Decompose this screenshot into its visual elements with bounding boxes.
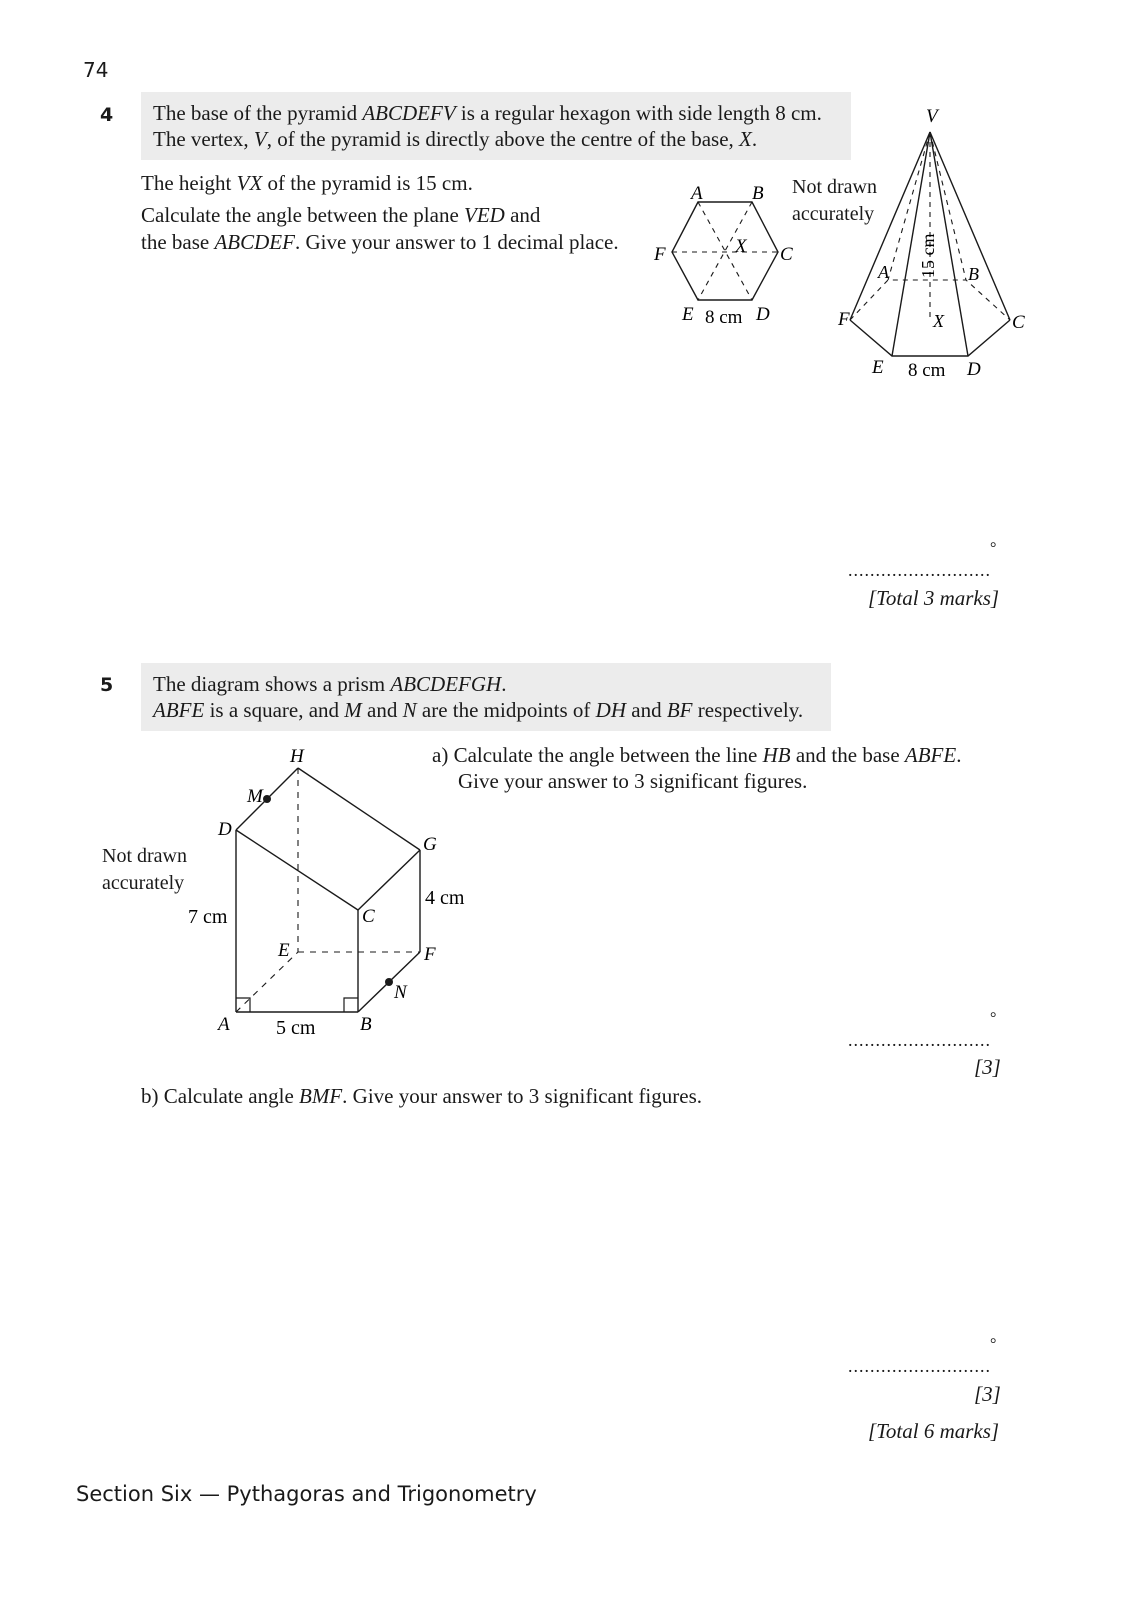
question-4-intro-line-2: The vertex, V, of the pyramid is directly above the centre of the base, X.	[153, 127, 758, 151]
pyramid-label-v: V	[926, 106, 938, 127]
hex-label-d: D	[756, 304, 770, 325]
question-5b-answer-unit: °	[990, 1336, 997, 1353]
prism-label-g: G	[423, 834, 437, 855]
italic-term: ABCDEF	[214, 230, 295, 254]
prism-label-m: M	[247, 786, 263, 807]
question-4-number: 4	[100, 104, 114, 126]
italic-term: DH	[595, 698, 627, 722]
question-5-number: 5	[100, 674, 114, 696]
italic-term: VX	[236, 171, 263, 195]
question-5a-answer-unit: °	[990, 1010, 997, 1027]
page-number: 74	[83, 58, 109, 82]
question-5a-line-2: Give your answer to 3 significant figures.	[458, 769, 808, 793]
question-5b-marks: [3]	[974, 1382, 1001, 1406]
question-4-answer-unit: °	[990, 540, 997, 557]
prism-label-h: H	[290, 746, 304, 767]
pyramid-label-f: F	[838, 309, 850, 330]
italic-term: ABFE	[904, 743, 957, 767]
midpoint-n-dot	[385, 978, 393, 986]
italic-term: BF	[666, 698, 693, 722]
pyramid-diagram	[830, 100, 1040, 390]
italic-term: BMF	[299, 1084, 343, 1108]
hexagon-outline	[672, 202, 778, 300]
pyramid-label-x: X	[933, 311, 944, 331]
question-4-height-text: The height VX of the pyramid is 15 cm.	[141, 171, 473, 195]
not-drawn-line-1: Not drawn	[102, 845, 187, 867]
italic-term: ABCDEFGH	[390, 672, 502, 696]
midpoint-m-dot	[263, 795, 271, 803]
hexagon-base-diagram	[640, 180, 800, 330]
hex-label-b: B	[752, 183, 764, 204]
question-5-not-drawn-note	[102, 843, 187, 897]
hex-label-e: E	[682, 304, 694, 325]
prism-label-f: F	[424, 944, 436, 965]
question-5b-text: b) Calculate angle BMF. Give your answer to 3 significant figures.	[141, 1084, 703, 1108]
prism-height-label: 7 cm	[188, 906, 228, 928]
section-footer: Section Six — Pythagoras and Trigonometry	[76, 1482, 537, 1506]
italic-term: ABCDEFV	[362, 101, 456, 125]
prism-base-label: 5 cm	[276, 1017, 316, 1039]
prism-gf-label: 4 cm	[425, 887, 465, 909]
italic-term: VED	[464, 203, 505, 227]
question-5a-answer-line[interactable]: ..........................	[848, 1030, 991, 1050]
question-5b-answer-line[interactable]: ..........................	[848, 1356, 991, 1376]
pyramid-label-b: B	[968, 264, 979, 284]
question-5a-marks: [3]	[974, 1055, 1001, 1079]
pyramid-front-base	[850, 320, 1010, 356]
hex-label-c: C	[780, 244, 793, 265]
pyramid-label-a: A	[878, 262, 889, 282]
prism-label-b: B	[360, 1014, 372, 1035]
question-4-question-line-2: the base ABCDEF. Give your answer to 1 decimal place.	[141, 230, 619, 254]
hex-label-f: F	[654, 244, 666, 265]
not-drawn-line-2: accurately	[102, 872, 185, 894]
question-5-intro-box	[141, 663, 831, 731]
italic-term: ABFE	[153, 698, 205, 722]
italic-term: V	[253, 127, 267, 151]
pyramid-side-label: 8 cm	[908, 360, 946, 381]
prism-label-e: E	[278, 940, 290, 961]
question-5-intro-line-2: ABFE is a square, and M and N are the midpoints of DH and BF respectively.	[153, 698, 804, 722]
question-4-total-marks: [Total 3 marks]	[868, 586, 1000, 610]
question-4-intro-line-1: The base of the pyramid ABCDEFV is a regular hexagon with side length 8 cm.	[153, 101, 822, 125]
not-drawn-line-1: Not drawn	[792, 176, 877, 198]
italic-term: X	[739, 127, 752, 151]
hex-label-x: X	[735, 236, 747, 257]
pyramid-label-c: C	[1012, 312, 1025, 333]
question-4-intro-box	[141, 92, 851, 160]
hex-label-a: A	[691, 183, 703, 204]
not-drawn-line-2: accurately	[792, 203, 875, 225]
question-4-answer-line[interactable]: ..........................	[848, 560, 991, 580]
pyramid-label-e: E	[872, 357, 884, 378]
question-5a-line-1: a) Calculate the angle between the line HB and the base ABFE.	[432, 743, 962, 767]
italic-term: M	[344, 698, 362, 722]
prism-label-n: N	[394, 982, 407, 1003]
question-4-question-line-1: Calculate the angle between the plane VED and	[141, 203, 541, 227]
prism-label-c: C	[362, 906, 375, 927]
question-5-intro-line-1: The diagram shows a prism ABCDEFGH.	[153, 672, 507, 696]
prism-label-a: A	[218, 1014, 230, 1035]
prism-diagram	[180, 740, 480, 1040]
italic-term: HB	[762, 743, 791, 767]
question-5-total-marks: [Total 6 marks]	[868, 1419, 1000, 1443]
hex-side-label: 8 cm	[705, 307, 743, 328]
pyramid-label-d: D	[967, 359, 981, 380]
italic-term: N	[402, 698, 417, 722]
pyramid-height-label: 15 cm	[918, 233, 938, 278]
prism-label-d: D	[218, 819, 232, 840]
